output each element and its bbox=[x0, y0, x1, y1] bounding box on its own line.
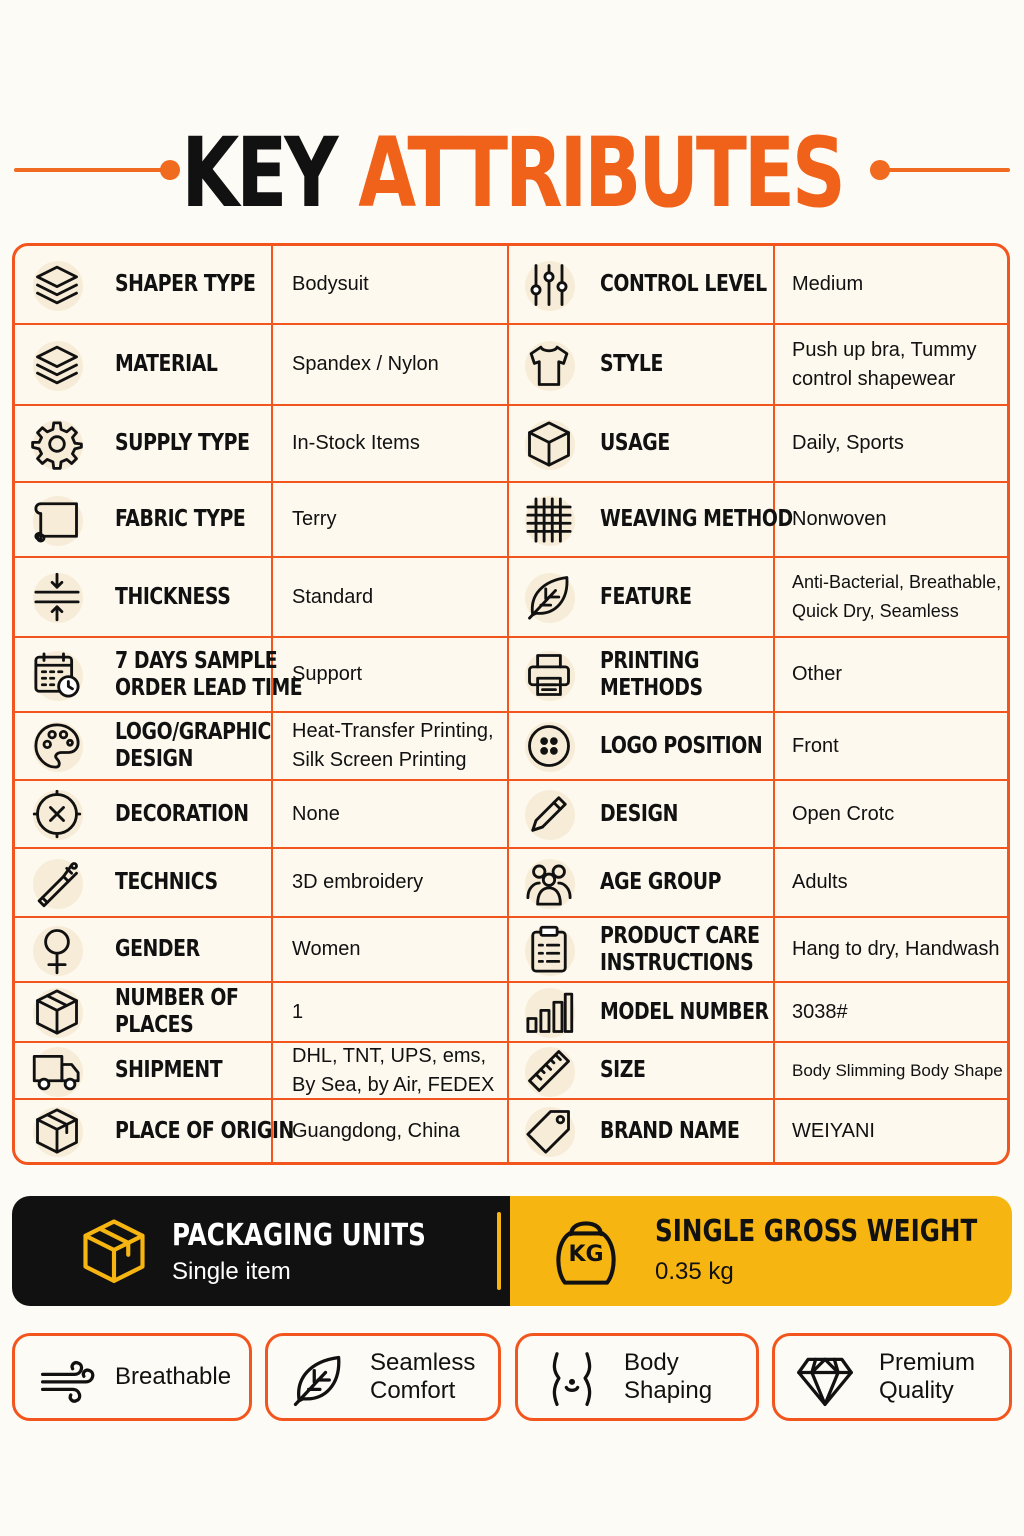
attribute-value: Daily, Sports bbox=[792, 432, 904, 454]
column-divider bbox=[507, 483, 509, 556]
feature-label: Breathable bbox=[115, 1363, 232, 1390]
attribute-label: WEAVING METHOD bbox=[600, 506, 793, 532]
body-shape-icon bbox=[540, 1350, 604, 1410]
attribute-label: THICKNESS bbox=[115, 583, 231, 610]
column-divider bbox=[507, 849, 509, 916]
feature-label: Seamless Comfort bbox=[370, 1349, 476, 1404]
attribute-label: SHAPER TYPE bbox=[115, 271, 256, 297]
sliders-icon bbox=[521, 257, 577, 313]
attribute-value: Other bbox=[792, 663, 843, 685]
header-line-right bbox=[870, 168, 1010, 172]
feature-label: Body Shaping bbox=[624, 1349, 713, 1404]
attribute-value: Front bbox=[792, 734, 839, 757]
box-icon bbox=[76, 1212, 152, 1288]
attribute-label: CONTROL LEVEL bbox=[600, 271, 767, 297]
ruler-icon bbox=[521, 1043, 577, 1099]
palette-icon bbox=[29, 718, 85, 774]
attribute-label: PRODUCT CARE INSTRUCTIONS bbox=[600, 922, 760, 976]
table-row bbox=[15, 981, 1007, 1041]
attribute-value: Anti-Bacterial, Breathable, Quick Dry, Seamless bbox=[792, 572, 1002, 621]
title-key: KEY bbox=[181, 117, 336, 229]
female-icon bbox=[29, 922, 85, 978]
attribute-label: FEATURE bbox=[600, 583, 692, 610]
printer-icon bbox=[521, 647, 577, 703]
table-row bbox=[15, 779, 1007, 847]
packaging-panel bbox=[12, 1196, 510, 1306]
attribute-label: MATERIAL bbox=[115, 351, 218, 377]
page-title bbox=[113, 118, 912, 228]
attribute-label: AGE GROUP bbox=[600, 869, 722, 895]
feature-badge bbox=[772, 1333, 1012, 1421]
attribute-value: DHL, TNT, UPS, ems, By Sea, by Air, FEDEX bbox=[292, 1044, 495, 1096]
column-divider bbox=[507, 325, 509, 404]
attribute-label: USAGE bbox=[600, 430, 670, 456]
table-row bbox=[15, 847, 1007, 916]
packaging-value: Single item bbox=[172, 1258, 291, 1285]
attribute-label: PLACE OF ORIGIN bbox=[115, 1117, 294, 1144]
column-divider bbox=[507, 983, 509, 1041]
attribute-value: Push up bra, Tummy control shapewear bbox=[792, 338, 977, 390]
attribute-value: 3038# bbox=[792, 1000, 848, 1023]
attribute-label: DECORATION bbox=[115, 800, 249, 827]
attribute-label: TECHNICS bbox=[115, 869, 218, 895]
weight-title: SINGLE GROSS WEIGHT bbox=[655, 1214, 978, 1249]
table-row bbox=[15, 1041, 1007, 1098]
layers-icon bbox=[29, 257, 85, 313]
tag-icon bbox=[521, 1103, 577, 1159]
pencil-icon bbox=[521, 786, 577, 842]
cube-icon bbox=[521, 416, 577, 472]
calendar-clock-icon bbox=[29, 647, 85, 703]
truck-icon bbox=[29, 1043, 85, 1099]
table-row bbox=[15, 1098, 1007, 1162]
attribute-value: In-Stock Items bbox=[292, 432, 420, 454]
attribute-label: BRAND NAME bbox=[600, 1117, 740, 1144]
attribute-value: Spandex / Nylon bbox=[292, 353, 439, 375]
attribute-value: Support bbox=[292, 663, 363, 685]
feature-label: Premium Quality bbox=[879, 1349, 976, 1404]
weight-panel bbox=[510, 1196, 1012, 1306]
attribute-value: Medium bbox=[792, 273, 864, 295]
leaf-icon bbox=[286, 1350, 350, 1410]
attribute-value: Open Crotc bbox=[792, 802, 895, 825]
attribute-value: Adults bbox=[792, 871, 848, 893]
box-icon bbox=[29, 984, 85, 1040]
attribute-label: SUPPLY TYPE bbox=[115, 430, 250, 456]
attributes-table bbox=[12, 243, 1010, 1165]
attribute-label: PRINTING METHODS bbox=[600, 647, 703, 701]
column-divider bbox=[507, 713, 509, 779]
title-attributes: ATTRIBUTES bbox=[358, 117, 843, 229]
clipboard-icon bbox=[521, 922, 577, 978]
attribute-value: Women bbox=[292, 938, 361, 960]
feature-badge bbox=[515, 1333, 759, 1421]
bar-chart-icon bbox=[521, 984, 577, 1040]
attribute-value: None bbox=[292, 802, 340, 825]
attribute-label: GENDER bbox=[115, 936, 200, 962]
attribute-value: Nonwoven bbox=[792, 508, 887, 530]
column-divider bbox=[507, 406, 509, 481]
gear-icon bbox=[29, 416, 85, 472]
attribute-label: MODEL NUMBER bbox=[600, 998, 769, 1025]
thickness-icon bbox=[29, 569, 85, 625]
attribute-value: Hang to dry, Handwash bbox=[792, 938, 1000, 960]
column-divider bbox=[507, 558, 509, 636]
attribute-label: LOGO/GRAPHIC DESIGN bbox=[115, 719, 271, 772]
attribute-label: 7 DAYS SAMPLE ORDER LEAD TIME bbox=[115, 647, 303, 701]
column-divider bbox=[507, 918, 509, 981]
attribute-value: Bodysuit bbox=[292, 273, 369, 295]
table-row bbox=[15, 916, 1007, 981]
layers-icon bbox=[29, 337, 85, 393]
column-divider bbox=[507, 246, 509, 323]
column-divider bbox=[507, 1043, 509, 1098]
grid-hash-icon bbox=[521, 492, 577, 548]
weight-value: 0.35 kg bbox=[655, 1258, 734, 1285]
needle-icon bbox=[29, 855, 85, 911]
table-row bbox=[15, 481, 1007, 556]
package-icon bbox=[29, 1103, 85, 1159]
group-icon bbox=[521, 855, 577, 911]
attribute-label: FABRIC TYPE bbox=[115, 506, 246, 532]
attribute-value: Guangdong, China bbox=[292, 1119, 460, 1142]
attribute-label: STYLE bbox=[600, 351, 663, 377]
table-row bbox=[15, 556, 1007, 636]
attribute-label: SHIPMENT bbox=[115, 1057, 223, 1083]
wind-icon bbox=[35, 1350, 99, 1410]
kettlebell-text: KG bbox=[568, 1242, 604, 1267]
tshirt-icon bbox=[521, 337, 577, 393]
attribute-label: LOGO POSITION bbox=[600, 732, 763, 759]
attribute-value: WEIYANI bbox=[792, 1119, 875, 1142]
attribute-value: Terry bbox=[292, 508, 337, 530]
fabric-roll-icon bbox=[29, 492, 85, 548]
attribute-value: Heat-Transfer Printing, Silk Screen Printing bbox=[292, 720, 494, 771]
attribute-label: SIZE bbox=[600, 1057, 646, 1083]
button-icon bbox=[521, 718, 577, 774]
leaf-icon bbox=[521, 569, 577, 625]
table-row bbox=[15, 711, 1007, 779]
x-circle-icon bbox=[29, 786, 85, 842]
attribute-value: Standard bbox=[292, 585, 374, 608]
attribute-label: DESIGN bbox=[600, 800, 678, 827]
column-divider bbox=[507, 638, 509, 711]
table-row bbox=[15, 636, 1007, 711]
bar-divider bbox=[497, 1212, 501, 1290]
attribute-label: NUMBER OF PLACES bbox=[115, 985, 239, 1038]
column-divider bbox=[507, 781, 509, 847]
attribute-value: Body Slimming Body Shape bbox=[792, 1061, 1003, 1080]
feature-badge bbox=[12, 1333, 252, 1421]
page-header bbox=[0, 118, 1024, 228]
attribute-value: 1 bbox=[292, 1000, 304, 1023]
table-row bbox=[15, 246, 1007, 323]
summary-bar bbox=[12, 1196, 1012, 1306]
table-row bbox=[15, 404, 1007, 481]
diamond-icon bbox=[793, 1350, 857, 1410]
attribute-value: 3D embroidery bbox=[292, 871, 424, 893]
table-row bbox=[15, 323, 1007, 404]
column-divider bbox=[507, 1100, 509, 1162]
feature-badge bbox=[265, 1333, 501, 1421]
packaging-title: PACKAGING UNITS bbox=[172, 1218, 426, 1253]
